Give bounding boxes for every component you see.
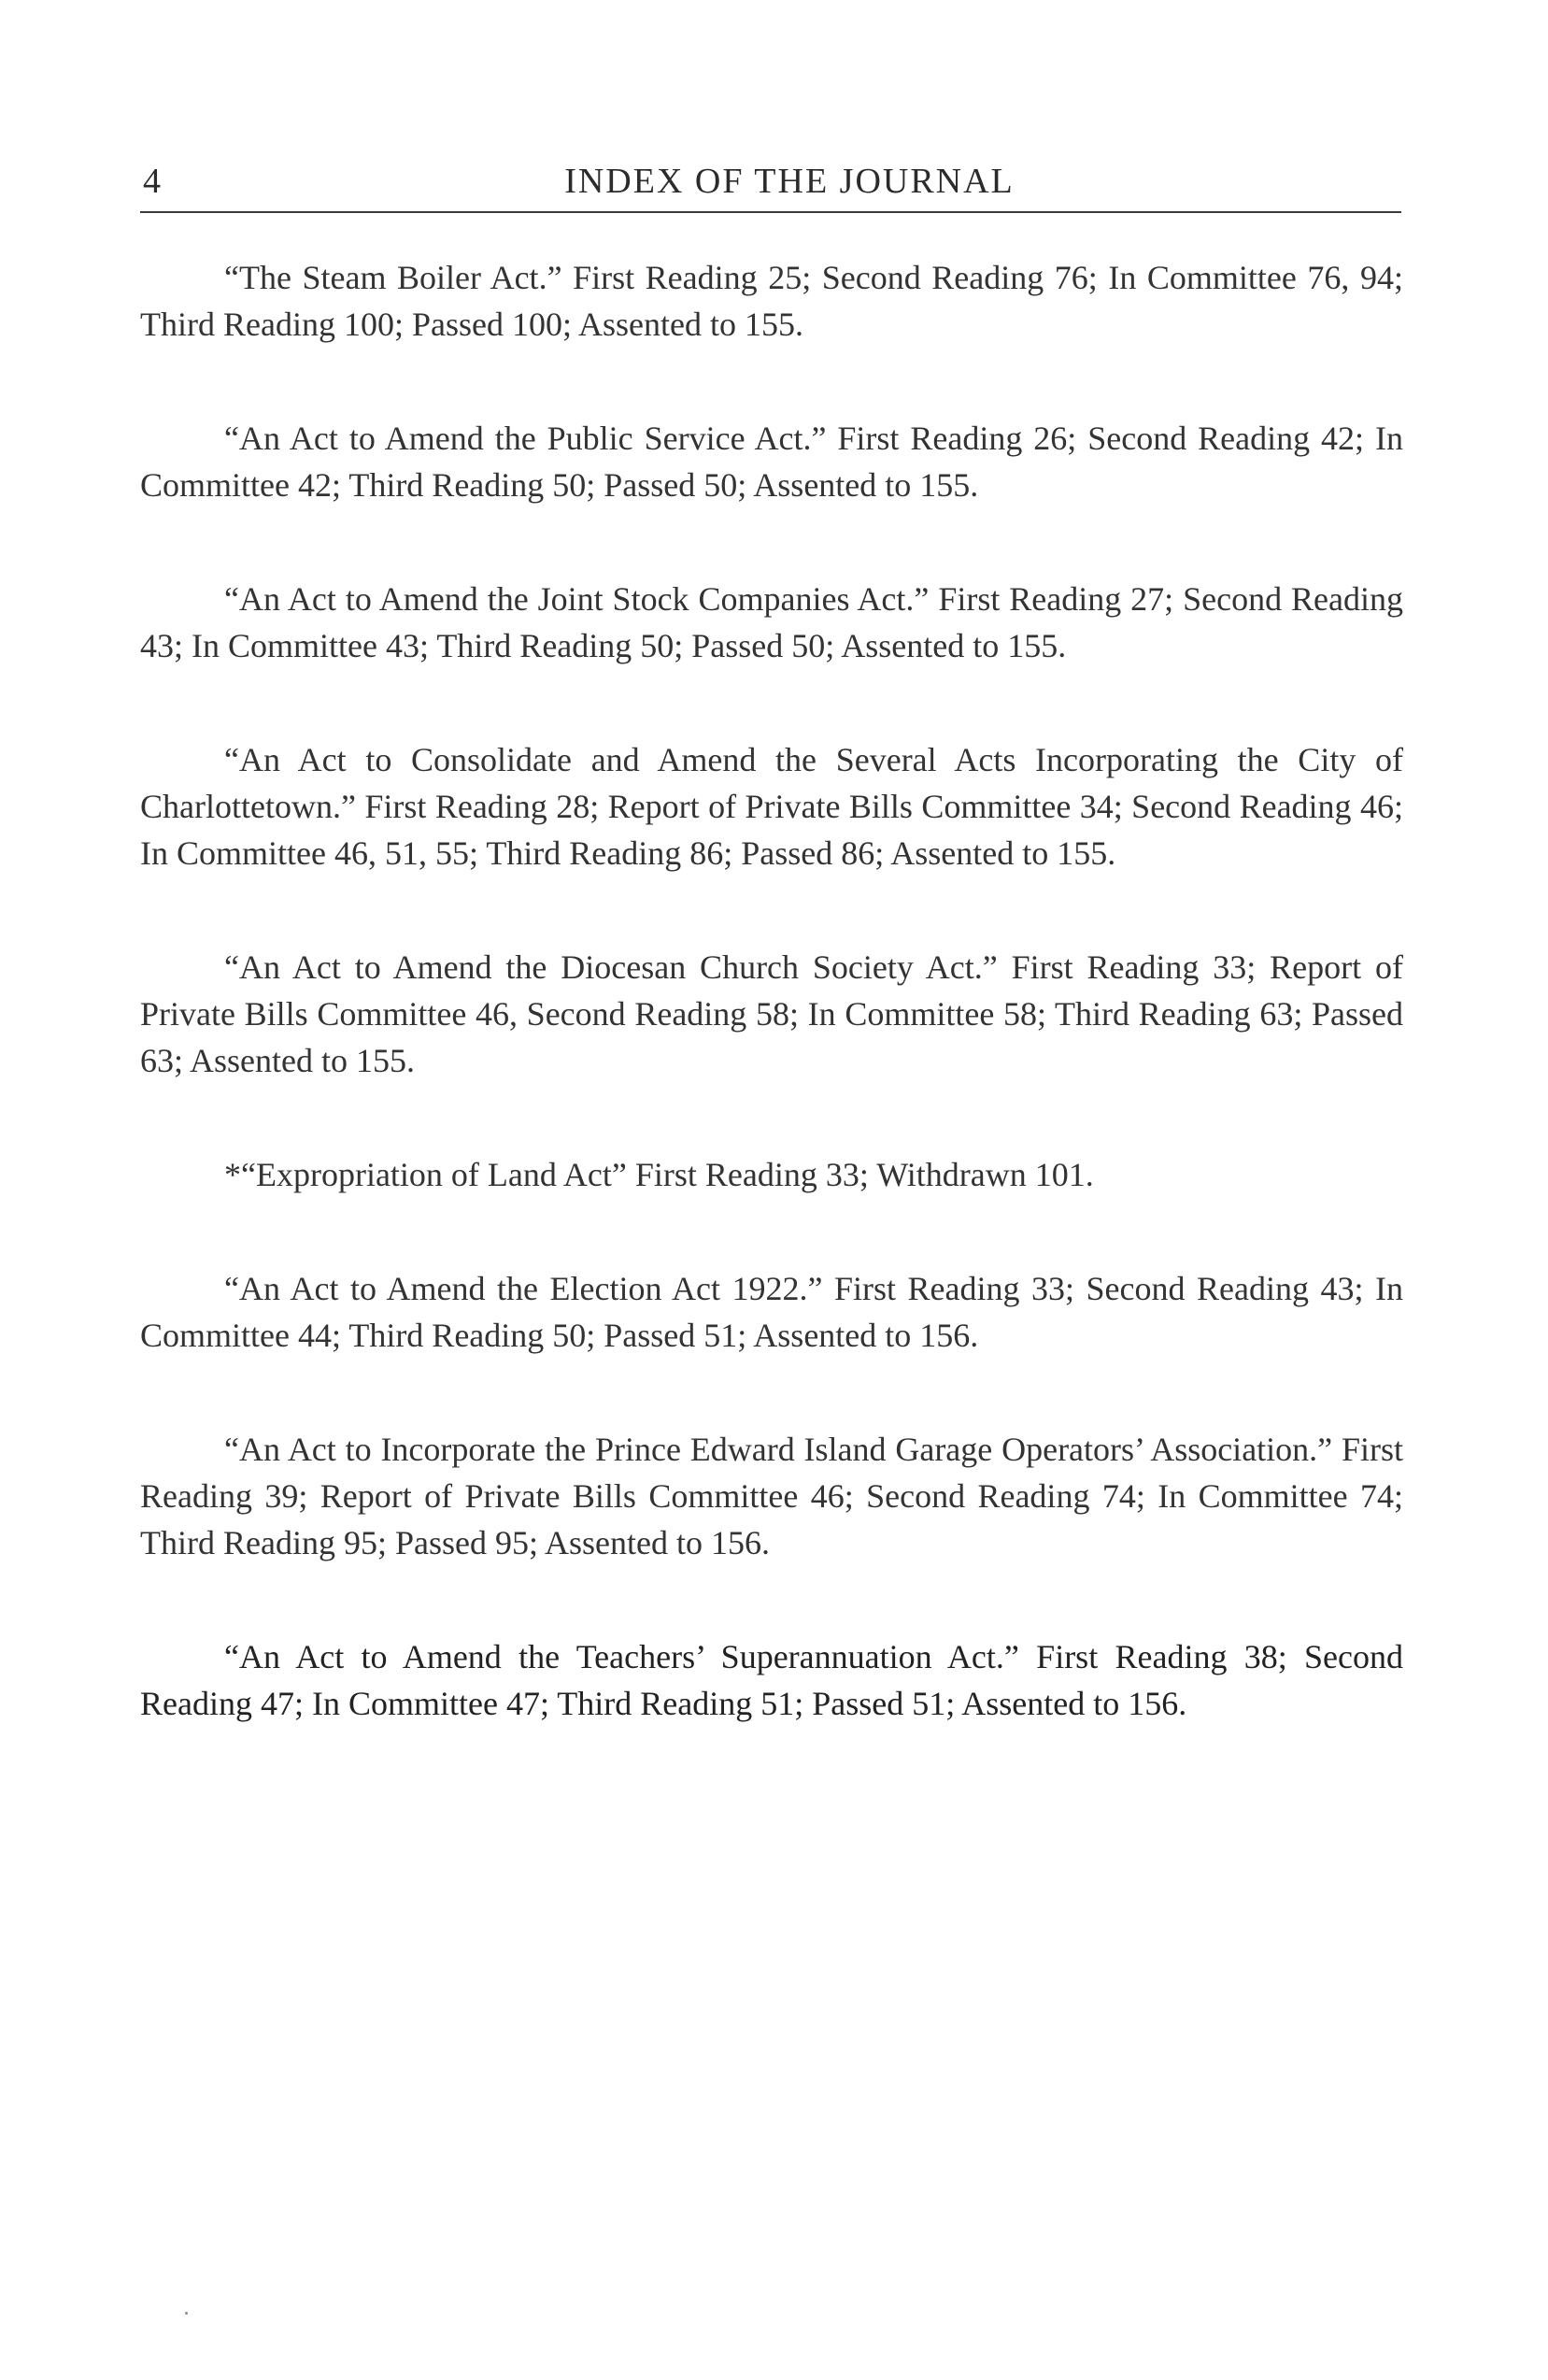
- index-entry-steam-boiler-act: “The Steam Boiler Act.” First Reading 25; Second Reading 76; In Committee 76, 94; Third Reading 100; Passed 100; Assented to 155.: [140, 259, 1403, 343]
- index-entry-city-of-charlottetown-acts: “An Act to Consolidate and Amend the Several Acts Incorporating the City of Charlottetown.” First Reading 28; Report of Private Bills Committee 34; Second Reading 46; In Committee 46, 51, 55; Third Reading 86; Passed 86; Assented to 155.: [140, 741, 1403, 872]
- index-entry-diocesan-church-society-act: “An Act to Amend the Diocesan Church Society Act.” First Reading 33; Report of Private Bills Committee 46, Second Reading 58; In Committee 58; Third Reading 63; Passed 63; Assented to 155.: [140, 948, 1403, 1079]
- index-entries: [140, 254, 1403, 1794]
- index-entry-garage-operators-association: “An Act to Incorporate the Prince Edward Island Garage Operators’ Association.” First Reading 39; Report of Private Bills Committee 46; Second Reading 74; In Committee 74; Third Reading 95; Passed 95; Assented to 156.: [140, 1431, 1403, 1561]
- paper-speck: [185, 2312, 188, 2315]
- index-entry-election-act: “An Act to Amend the Election Act 1922.” First Reading 33; Second Reading 43; In Committee 44; Third Reading 50; Passed 51; Assented to 156.: [140, 1270, 1403, 1354]
- index-entry-expropriation-of-land-act: *“Expropriation of Land Act” First Reading 33; Withdrawn 101.: [224, 1156, 1094, 1193]
- index-entry-teachers-superannuation-act: “An Act to Amend the Teachers’ Superannuation Act.” First Reading 38; Second Reading 47; In Committee 47; Third Reading 51; Passed 51; Assented to 156.: [140, 1638, 1403, 1722]
- index-entry-public-service-act: “An Act to Amend the Public Service Act.” First Reading 26; Second Reading 42; In Committee 42; Third Reading 50; Passed 50; Assented to 155.: [140, 420, 1403, 504]
- index-entry-joint-stock-companies-act: “An Act to Amend the Joint Stock Companies Act.” First Reading 27; Second Reading 43; In Committee 43; Third Reading 50; Passed 50; Assented to 155.: [140, 580, 1403, 664]
- page-number: 4: [143, 162, 163, 201]
- page-header: [140, 161, 1401, 209]
- running-title: INDEX OF THE JOURNAL: [564, 162, 1015, 201]
- header-rule: [140, 211, 1401, 213]
